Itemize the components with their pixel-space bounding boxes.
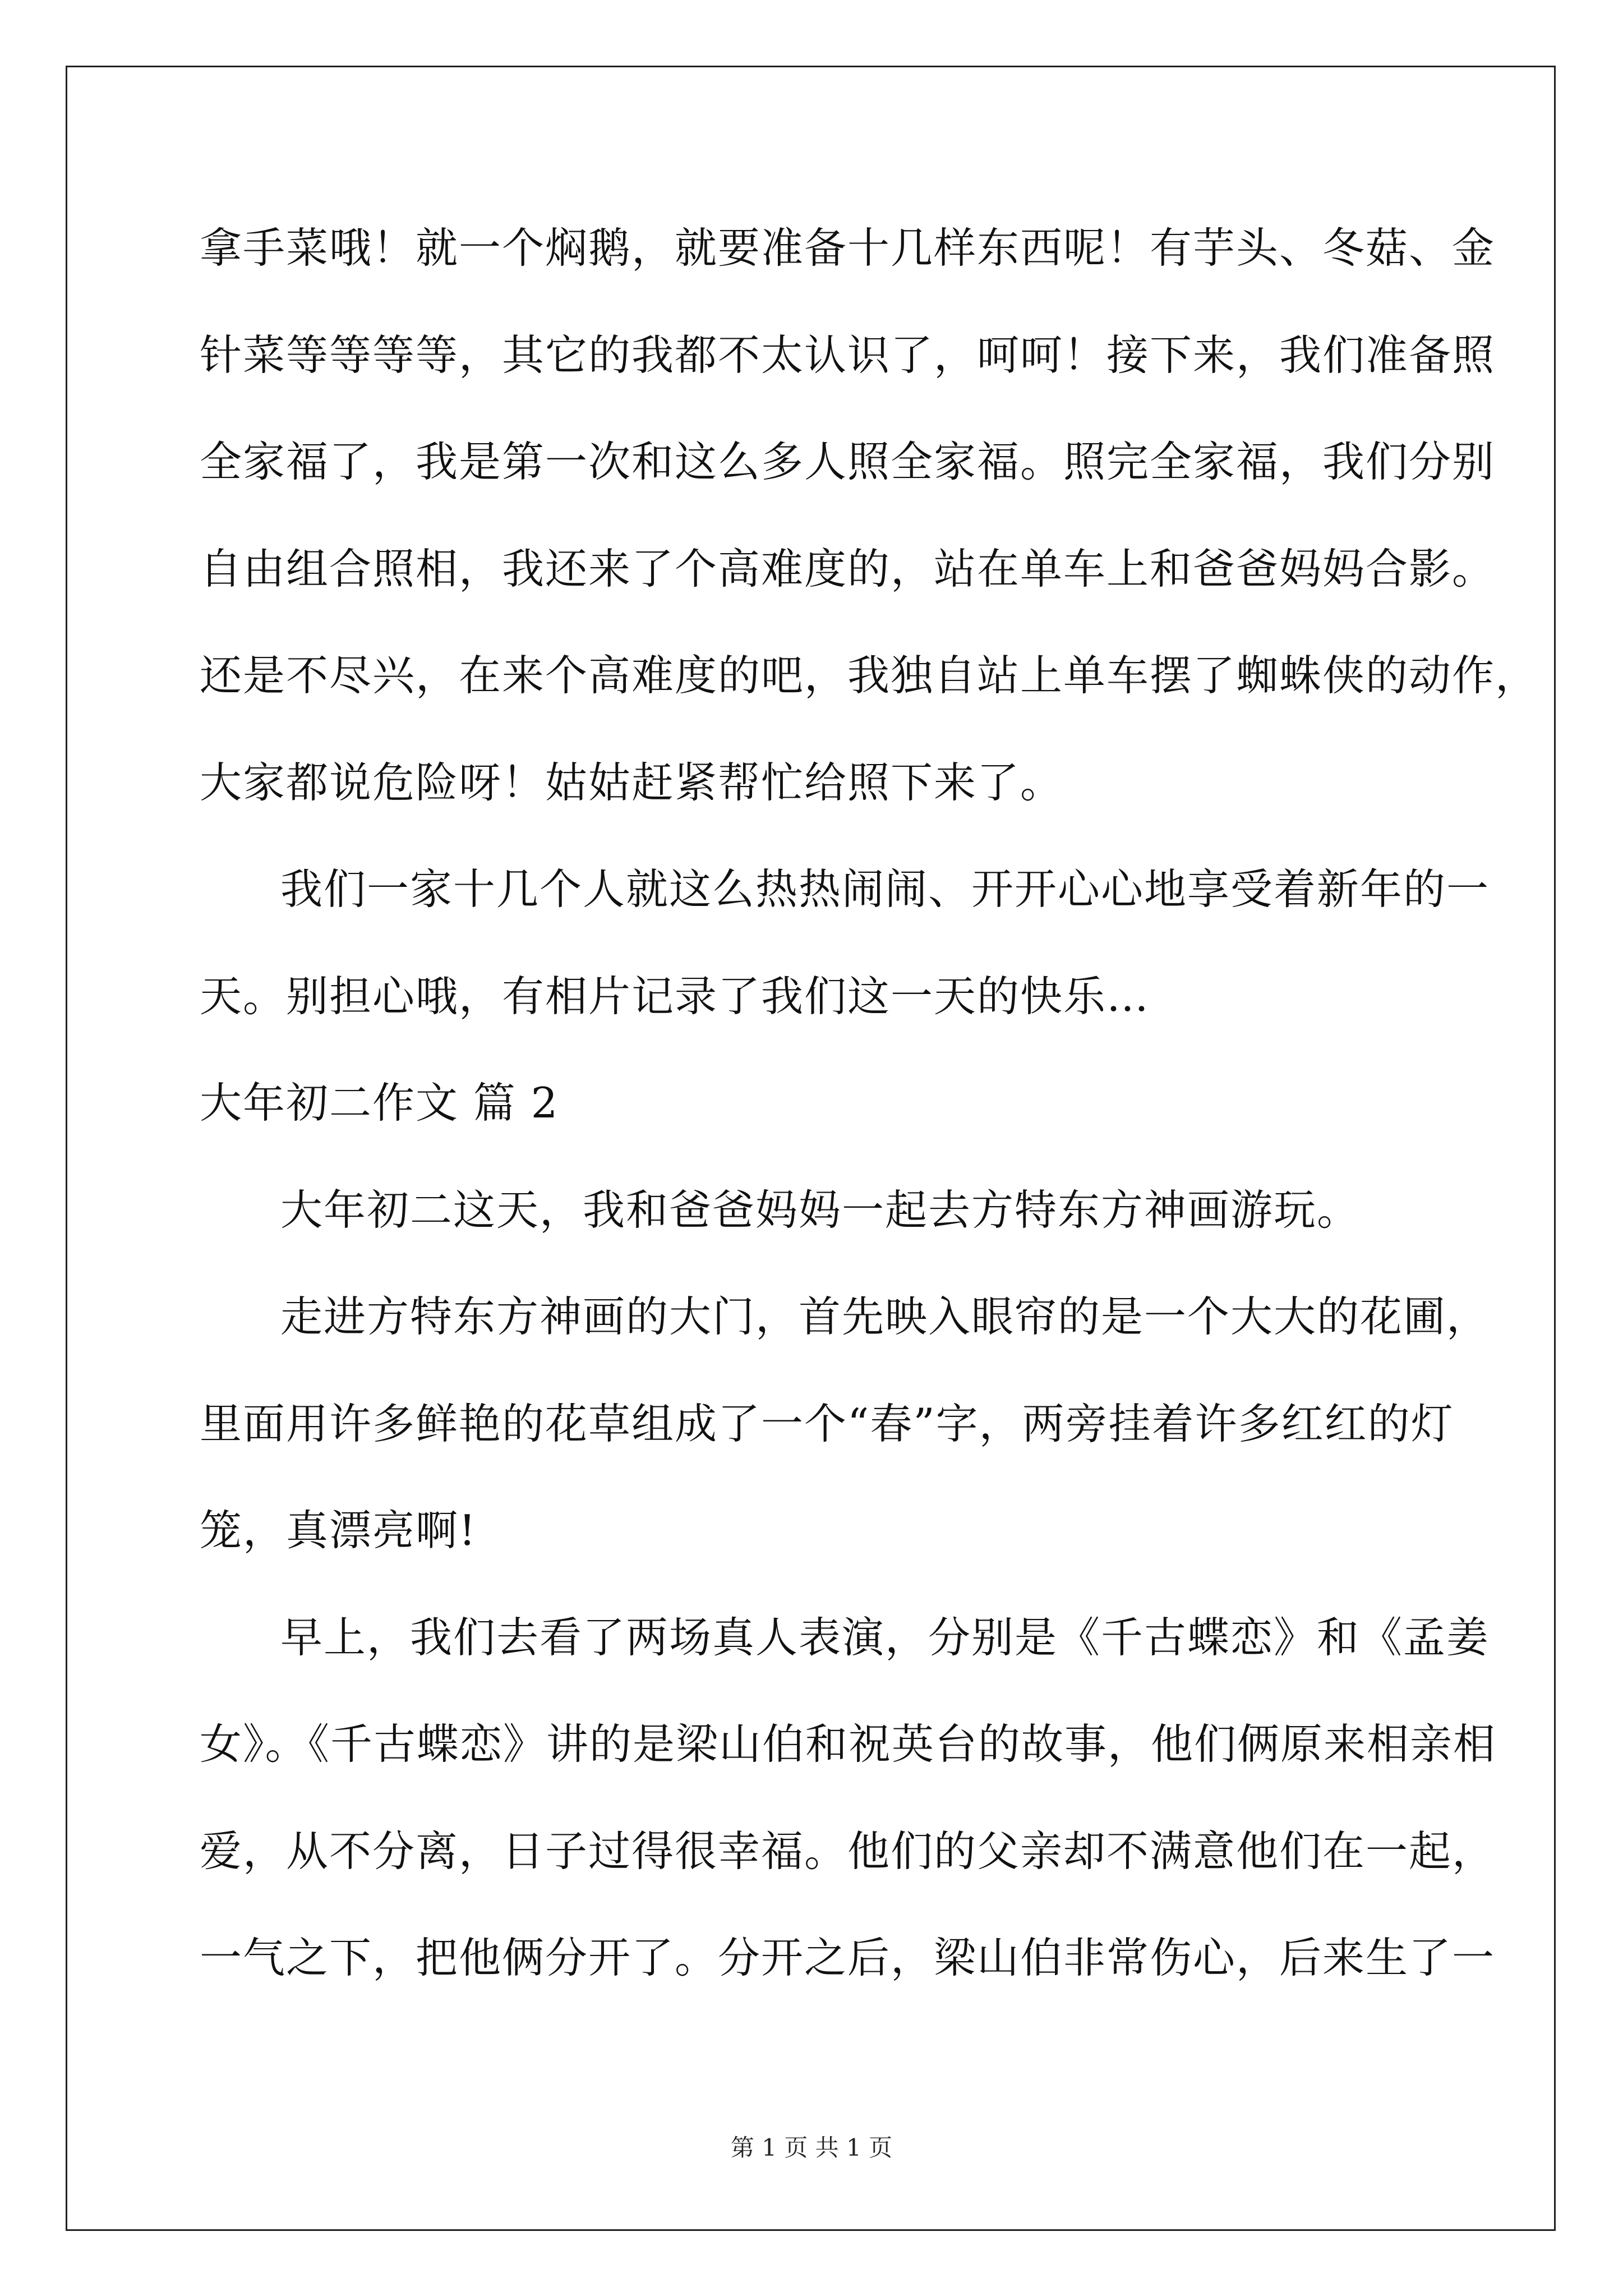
page-border: [66, 66, 1556, 2231]
page-number-footer: 第 1 页 共 1 页: [730, 2134, 893, 2161]
paragraph-line-16: 爱，从不分离，日子过得很幸福。他们的父亲却不满意他们在一起，: [200, 1826, 1496, 1876]
paragraph-line-8: 天。别担心哦，有相片记录了我们这一天的快乐…: [200, 972, 1150, 1021]
section-heading: 大年初二作文 篇 2: [200, 1078, 559, 1128]
paragraph-line-17: 一气之下，把他俩分开了。分开之后，梁山伯非常伤心，后来生了一: [200, 1933, 1496, 1982]
paragraph-line-1: 拿手菜哦！就一个焖鹅，就要准备十几样东西呢！有芋头、冬菇、金: [200, 223, 1496, 273]
paragraph-line-12: 里面用许多鲜艳的花草组成了一个“春”字，两旁挂着许多红红的灯: [200, 1399, 1454, 1448]
paragraph-line-15: 女》。《千古蝶恋》讲的是梁山伯和祝英台的故事，他们俩原来相亲相: [200, 1719, 1497, 1769]
paragraph-line-4: 自由组合照相，我还来了个高难度的，站在单车上和爸爸妈妈合影。: [200, 544, 1496, 593]
paragraph-line-13: 笼，真漂亮啊!: [200, 1506, 477, 1555]
paragraph-line-7: 我们一家十几个人就这么热热闹闹、开开心心地享受着新年的一: [280, 864, 1490, 914]
paragraph-line-2: 针菜等等等等，其它的我都不太认识了，呵呵！接下来，我们准备照: [200, 330, 1496, 380]
paragraph-line-6: 大家都说危险呀！姑姑赶紧帮忙给照下来了。: [200, 758, 1064, 807]
paragraph-line-14: 早上，我们去看了两场真人表演，分别是《千古蝶恋》和《孟姜: [280, 1613, 1490, 1662]
paragraph-line-11: 走进方特东方神画的大门，首先映入眼帘的是一个大大的花圃，: [280, 1292, 1490, 1341]
paragraph-line-10: 大年初二这天，我和爸爸妈妈一起去方特东方神画游玩。: [280, 1185, 1361, 1235]
paragraph-line-3: 全家福了，我是第一次和这么多人照全家福。照完全家福，我们分别: [200, 437, 1496, 486]
paragraph-line-5: 还是不尽兴，在来个高难度的吧，我独自站上单车摆了蜘蛛侠的动作，: [200, 651, 1539, 700]
